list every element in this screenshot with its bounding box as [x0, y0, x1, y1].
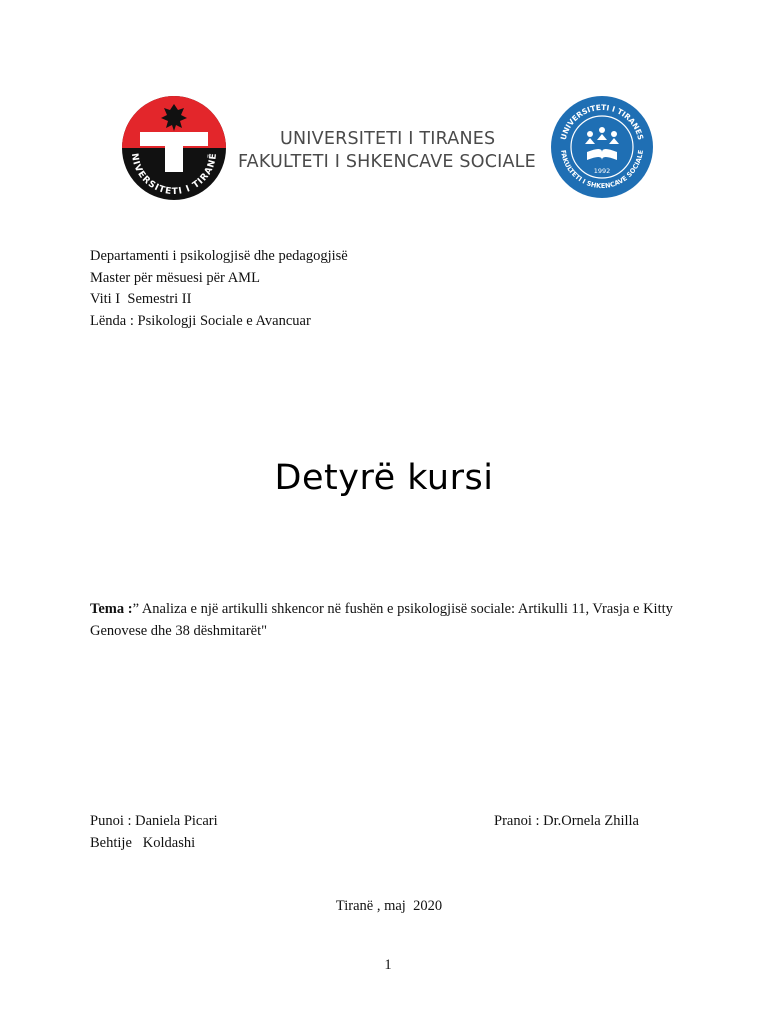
- right-logo-text-top: UNIVERSITETI I TIRANES: [558, 102, 646, 141]
- document-title: Detyrë kursi: [274, 458, 494, 498]
- course-info: [90, 246, 348, 332]
- year-semester-line: Viti I Semestri II: [90, 291, 192, 307]
- authors-line1: Punoi : Daniela Picari: [90, 813, 218, 829]
- program-line: Master për mësuesi për AML: [90, 269, 260, 286]
- page-number: 1: [384, 957, 392, 973]
- university-name-line1: UNIVERSITETI I TIRANES: [280, 129, 496, 149]
- faculty-social-sciences-logo: [549, 94, 655, 200]
- supervisor-line: Pranoi : Dr.Ornela Zhilla: [494, 813, 639, 829]
- left-logo-text: NIVERSITETI I TIRANË: [128, 152, 220, 198]
- place-date: Tiranë , maj 2020: [335, 898, 443, 914]
- authors-block: [90, 810, 218, 854]
- faculty-seal-icon: [549, 94, 655, 200]
- department-line: Departamenti i psikologjisë dhe pedagogjisë: [90, 248, 348, 264]
- topic-text: ” Analiza e një artikulli shkencor në fushën e psikologjisë sociale: Artikulli 11, Vrasja e Kitty Genovese dhe 38 dëshmitarët": [90, 601, 673, 639]
- topic-paragraph: [90, 598, 680, 642]
- university-name-line2: FAKULTETI I SHKENCAVE SOCIALE: [238, 152, 536, 172]
- university-seal-icon: [120, 94, 228, 202]
- right-logo-text-bottom: FAKULTETI I SHKENCAVE SOCIALE: [559, 149, 645, 191]
- authors-line2: Behtije Koldashi: [90, 835, 196, 851]
- subject-line: Lënda : Psikologji Sociale e Avancuar: [90, 312, 311, 329]
- university-name: [238, 128, 538, 174]
- university-of-tirana-logo: [120, 94, 228, 202]
- topic-label: Tema :: [90, 601, 133, 617]
- right-logo-year: 1992: [593, 167, 611, 175]
